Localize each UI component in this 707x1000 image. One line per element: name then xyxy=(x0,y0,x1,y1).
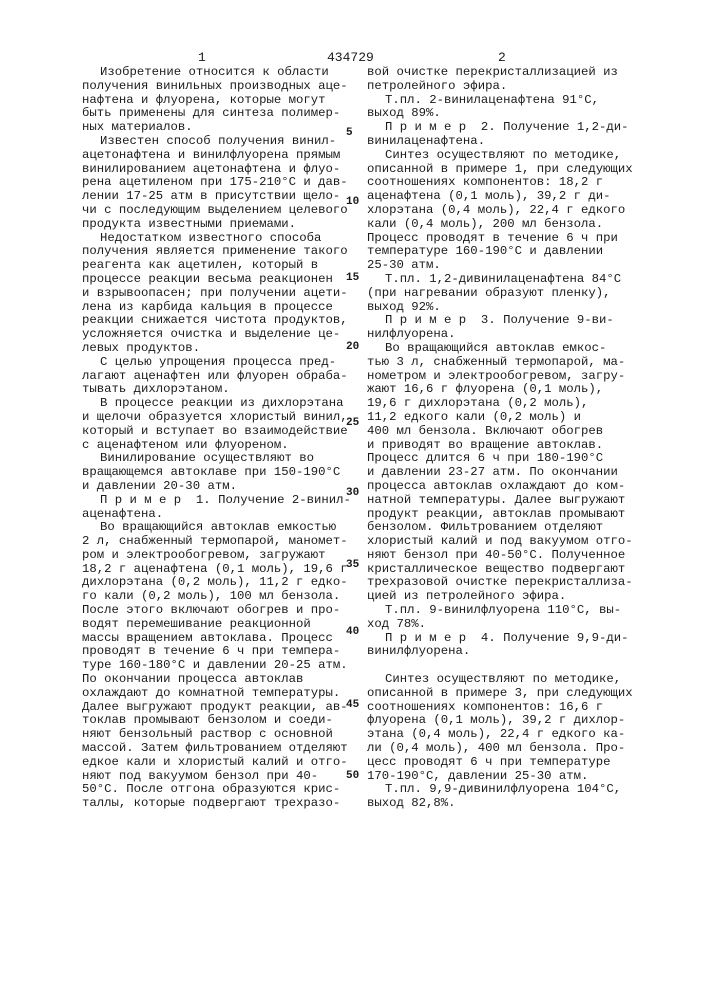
text-line: хлорэтана (0,4 моль), 22,4 г едкого xyxy=(367,204,667,218)
text-line: ацетонафтена и винилфлуорена прямым xyxy=(82,149,362,163)
paragraph xyxy=(82,494,362,522)
paragraph xyxy=(367,604,667,632)
text-line: цесс проводят 6 ч при температуре xyxy=(367,756,667,770)
text-line: Винилирование осуществляют во xyxy=(82,452,362,466)
text-line: Т.пл. 2-винилаценафтена 91°С, xyxy=(367,94,667,108)
text-line: ром и электрообогревом, загружают xyxy=(82,549,362,563)
text-line: реакции снижается чистота продуктов, xyxy=(82,314,362,328)
text-line: 18,2 г аценафтена (0,1 моль), 19,6 г xyxy=(82,563,362,577)
text-line: Во вращающийся автоклав емкостью xyxy=(82,521,362,535)
paragraph xyxy=(82,66,362,135)
text-line: нометром и электрообогревом, загру- xyxy=(367,370,667,384)
text-line: получения является применение такого xyxy=(82,245,362,259)
paragraph xyxy=(367,94,667,122)
text-line: трехразовой очистке перекристаллиза- xyxy=(367,576,667,590)
text-line: няют бензол при 40-50°С. Полученное xyxy=(367,549,667,563)
text-line: Т.пл. 9-винилфлуорена 110°С, вы- xyxy=(367,604,667,618)
paragraph xyxy=(367,66,667,94)
text-line: чи с последующим выделением целевого xyxy=(82,204,362,218)
text-line: Синтез осуществляют по методике, xyxy=(367,673,667,687)
margin-line-number: 20 xyxy=(346,341,359,353)
text-line: едкое кали и хлористый калий и отго- xyxy=(82,756,362,770)
page-number-right: 2 xyxy=(498,50,506,65)
paragraph xyxy=(367,632,667,660)
text-line: левых продуктов. xyxy=(82,342,362,356)
text-line: Процесс длится 6 ч при 180-190°С xyxy=(367,452,667,466)
text-line: который и вступает во взаимодействие xyxy=(82,425,362,439)
text-line: продукта известными приемами. xyxy=(82,218,362,232)
text-line: 170-190°С, давлении 25-30 атм. xyxy=(367,770,667,784)
text-line: туре 160-180°С и давлении 20-25 атм. xyxy=(82,659,362,673)
text-line: Известен способ получения винил- xyxy=(82,135,362,149)
text-line: хлористый калий и под вакуумом отго- xyxy=(367,535,667,549)
text-line: тью 3 л, снабженный термопарой, ма- xyxy=(367,356,667,370)
text-line: П р и м е р 4. Получение 9,9-ди- xyxy=(367,632,667,646)
text-line: быть применены для синтеза полимер- xyxy=(82,107,362,121)
text-line: 400 мл бензола. Включают обогрев xyxy=(367,425,667,439)
text-line: П р и м е р 1. Получение 2-винил- xyxy=(82,494,362,508)
margin-line-number: 10 xyxy=(346,196,359,208)
text-line: няют бензольный раствор с основной xyxy=(82,728,362,742)
margin-line-number: 45 xyxy=(346,699,359,711)
left-text-column xyxy=(82,66,362,811)
text-line: По окончании процесса автоклав xyxy=(82,673,362,687)
text-line: вращающемся автоклаве при 150-190°С xyxy=(82,466,362,480)
text-line: Т.пл. 9,9-дивинилфлуорена 104°С, xyxy=(367,783,667,797)
text-line: описанной в примере 3, при следующих xyxy=(367,687,667,701)
paragraph xyxy=(367,673,667,783)
page-number-left: 1 xyxy=(198,50,206,65)
text-line: процесса автоклав охлаждают до ком- xyxy=(367,480,667,494)
text-line: Синтез осуществляют по методике, xyxy=(367,149,667,163)
text-line: выход 92%. xyxy=(367,301,667,315)
margin-line-number: 40 xyxy=(346,626,359,638)
text-line: флуорена (0,1 моль), 39,2 г дихлор- xyxy=(367,714,667,728)
text-line: ли (0,4 моль), 400 мл бензола. Про- xyxy=(367,742,667,756)
text-line: петролейного эфира. xyxy=(367,80,667,94)
paragraph xyxy=(82,521,362,811)
margin-line-number: 5 xyxy=(346,127,353,139)
text-line: ход 78%. xyxy=(367,618,667,632)
text-line: получения винильных производных аце- xyxy=(82,80,362,94)
text-line: винилфлуорена. xyxy=(367,645,667,659)
text-line: П р и м е р 2. Получение 1,2-ди- xyxy=(367,121,667,135)
paragraph xyxy=(82,232,362,356)
text-line: процессе реакции весьма реакционен xyxy=(82,273,362,287)
paragraph xyxy=(367,273,667,314)
right-text-column xyxy=(367,66,667,811)
text-line: бензолом. Фильтрованием отделяют xyxy=(367,521,667,535)
paragraph xyxy=(82,356,362,397)
text-line: натной температуры. Далее выгружают xyxy=(367,494,667,508)
text-line: и щелочи образуется хлористый винил, xyxy=(82,411,362,425)
text-line: Изобретение относится к области xyxy=(82,66,362,80)
text-line: дихлорэтана (0,2 моль), 11,2 г едко- xyxy=(82,576,362,590)
text-line: Процесс проводят в течение 6 ч при xyxy=(367,232,667,246)
paragraph xyxy=(367,783,667,811)
paragraph xyxy=(82,452,362,493)
text-line: Недостатком известного способа xyxy=(82,232,362,246)
margin-line-number: 50 xyxy=(346,770,359,782)
paragraph xyxy=(367,121,667,149)
text-line: и давлении 23-27 атм. По окончании xyxy=(367,466,667,480)
text-line: жают 16,6 г флуорена (0,1 моль), xyxy=(367,383,667,397)
text-line: реагента как ацетилен, который в xyxy=(82,259,362,273)
text-line: цией из петролейного эфира. xyxy=(367,590,667,604)
text-line: 50°С. После отгона образуются крис- xyxy=(82,783,362,797)
text-line: выход 82,8%. xyxy=(367,797,667,811)
text-line: аценафтена (0,1 моль), 39,2 г ди- xyxy=(367,190,667,204)
text-line: описанной в примере 1, при следующих xyxy=(367,163,667,177)
text-line: соотношениях компонентов: 18,2 г xyxy=(367,176,667,190)
text-line: соотношениях компонентов: 16,6 г xyxy=(367,701,667,715)
text-line: продукт реакции, автоклав промывают xyxy=(367,508,667,522)
text-line: и давлении 20-30 атм. xyxy=(82,480,362,494)
margin-line-number: 30 xyxy=(346,487,359,499)
text-line: кали (0,4 моль), 200 мл бензола. xyxy=(367,218,667,232)
patent-number: 434729 xyxy=(327,50,374,65)
text-line: винилаценафтена. xyxy=(367,135,667,149)
text-line: таллы, которые подвергают трехразо- xyxy=(82,797,362,811)
text-line: лении 17-25 атм в присутствии щело- xyxy=(82,190,362,204)
paragraph xyxy=(367,314,667,342)
margin-line-number: 15 xyxy=(346,272,359,284)
text-line: го кали (0,2 моль), 100 мл бензола. xyxy=(82,590,362,604)
text-line: температуре 160-190°С и давлении xyxy=(367,245,667,259)
text-line: лена из карбида кальция в процессе xyxy=(82,301,362,315)
text-line: и приводят во вращение автоклав. xyxy=(367,439,667,453)
paragraph xyxy=(82,397,362,452)
text-line: тывать дихлорэтаном. xyxy=(82,383,362,397)
text-line: массой. Затем фильтрованием отделяют xyxy=(82,742,362,756)
text-line: П р и м е р 3. Получение 9-ви- xyxy=(367,314,667,328)
text-line: массы вращением автоклава. Процесс xyxy=(82,632,362,646)
text-line: Далее выгружают продукт реакции, ав- xyxy=(82,701,362,715)
text-line: С целью упрощения процесса пред- xyxy=(82,356,362,370)
text-line: кристаллическое вещество подвергают xyxy=(367,563,667,577)
paragraph xyxy=(367,149,667,273)
text-line: После этого включают обогрев и про- xyxy=(82,604,362,618)
text-line: 25-30 атм. xyxy=(367,259,667,273)
text-line: няют под вакуумом бензол при 40- xyxy=(82,770,362,784)
text-line: винилированием ацетонафтена и флуо- xyxy=(82,163,362,177)
text-line: токлав промывают бензолом и соеди- xyxy=(82,714,362,728)
text-line: В процессе реакции из дихлорэтана xyxy=(82,397,362,411)
paragraph xyxy=(82,135,362,232)
text-line: рена ацетиленом при 175-210°С и дав- xyxy=(82,176,362,190)
text-line: (при нагревании образуют пленку), xyxy=(367,287,667,301)
text-line: и взрывоопасен; при получении ацети- xyxy=(82,287,362,301)
text-line: лагают аценафтен или флуорен обраба- xyxy=(82,370,362,384)
text-line: 2 л, снабженный термопарой, маномет- xyxy=(82,535,362,549)
text-line: проводят в течение 6 ч при темпера- xyxy=(82,645,362,659)
text-line: 19,6 г дихлорэтана (0,2 моль), xyxy=(367,397,667,411)
text-line: водят перемешивание реакционной xyxy=(82,618,362,632)
text-line: выход 89%. xyxy=(367,107,667,121)
margin-line-number: 35 xyxy=(346,559,359,571)
text-line: с аценафтеном или флуореном. xyxy=(82,439,362,453)
text-line: усложняется очистка и выделение це- xyxy=(82,328,362,342)
text-line: этана (0,4 моль), 22,4 г едкого ка- xyxy=(367,728,667,742)
text-line: охлаждают до комнатной температуры. xyxy=(82,687,362,701)
paragraph xyxy=(367,342,667,604)
margin-line-number: 25 xyxy=(346,417,359,429)
text-line: аценафтена. xyxy=(82,508,362,522)
text-line: Во вращающийся автоклав емкос- xyxy=(367,342,667,356)
text-line: вой очистке перекристаллизацией из xyxy=(367,66,667,80)
text-line: 11,2 едкого кали (0,2 моль) и xyxy=(367,411,667,425)
text-line: нилфлуорена. xyxy=(367,328,667,342)
text-line: Т.пл. 1,2-дивинилаценафтена 84°С xyxy=(367,273,667,287)
text-line: ных материалов. xyxy=(82,121,362,135)
text-line: нафтена и флуорена, которые могут xyxy=(82,94,362,108)
